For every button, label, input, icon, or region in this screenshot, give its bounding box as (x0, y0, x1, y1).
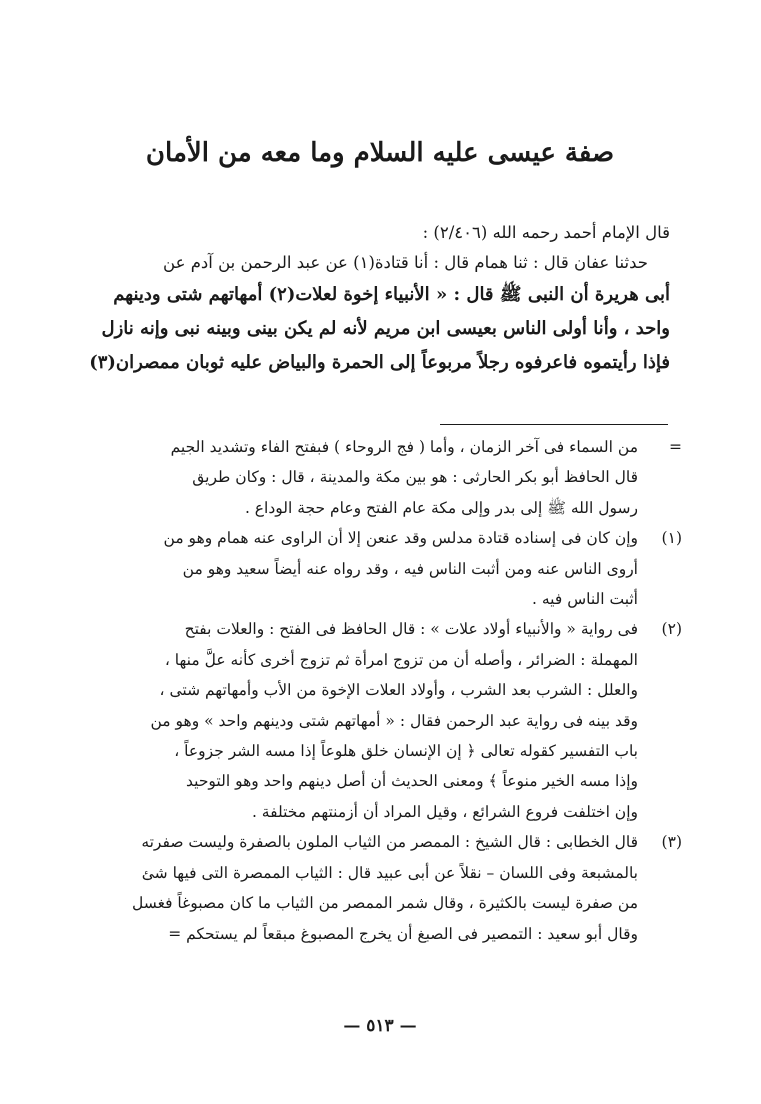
hadith-line: واحد ، وأنا أولى الناس بعيسى ابن مريم لأنه لم يكن بينى وبينه نبى وإنه نازل (101, 318, 670, 339)
footnote-line: وقد بينه فى رواية عبد الرحمن فقال : « أمهاتهم شتى ودينهم واحد » وهو من (150, 711, 638, 730)
footnote-line: باب التفسير كقوله تعالى ﴿ إن الإنسان خلق هلوعاً إذا مسه الشر جزوعاً ، (174, 742, 638, 761)
footnote-marker: (١) (661, 529, 682, 548)
footnote-line: المهملة : الضرائر ، وأصله أن من تزوج امرأة ثم تزوج أخرى كأنه علَّ منها ، (164, 650, 638, 669)
footnote-marker: = (669, 438, 682, 456)
footnote-3 (88, 827, 682, 949)
footnote-line: أروى الناس عنه ومن أثبت الناس فيه ، وقد رواه عنه أيضاً سعيد وهو من (182, 559, 638, 578)
footnotes (88, 432, 682, 949)
footnote-marker: (٣) (661, 833, 682, 852)
footnote-marker: (٢) (661, 620, 682, 639)
footnote-line: رسول الله ﷺ إلى بدر وإلى مكة عام الفتح وعام حجة الوداع . (244, 498, 638, 517)
page-number: — ٥١٣ — (343, 1016, 417, 1036)
footnote-divider (440, 424, 668, 425)
hadith-line: فإذا رأيتموه فاعرفوه رجلاً مربوعاً إلى الحمرة والبياض عليه ثوبان ممصران(٣) (89, 352, 670, 373)
footnote-1 (88, 523, 682, 614)
footnote-line: وإذا مسه الخير منوعاً ﴾ ومعنى الحديث أن أصل دينهم واحد وهو التوحيد (186, 772, 638, 791)
hadith-line: أبى هريرة أن النبى ﷺ قال : « الأنبياء إخوة لعلات(٢) أمهاتهم شتى ودينهم (113, 284, 670, 305)
footnote-2 (88, 614, 682, 827)
footnote-line: فى رواية « والأنبياء أولاد علات » : قال الحافظ فى الفتح : والعلات بفتح (184, 620, 638, 639)
footnote-line: وإن اختلفت فروع الشرائع ، وقيل المراد أن أزمنتهم مختلفة . (251, 802, 638, 821)
footnote-line: قال الحافظ أبو بكر الحارثى : هو بين مكة والمدينة ، قال : وكان طريق (192, 468, 638, 487)
isnad-line: حدثنا عفان قال : ثنا همام قال : أنا قتادة(١) عن عبد الرحمن بن آدم عن (163, 253, 648, 272)
footnote-line: من صفرة ليست بالكثيرة ، وقال شمر الممصر من الثياب ما كان مصبوغاً فغسل (132, 894, 638, 913)
footnote-line: وإن كان فى إسناده قتادة مدلس وقد عنعن إلا أن الراوى عنه همام وهو من (163, 529, 638, 548)
footnote-line: من السماء فى آخر الزمان ، وأما ( فج الروحاء ) فبفتح الفاء وتشديد الجيم (170, 438, 638, 456)
footnote-line: وقال أبو سعيد : التمصير فى الصبغ أن يخرج المصبوغ مبقعاً لم يستحكم = (168, 924, 638, 943)
footnote-line: أثبت الناس فيه . (532, 590, 638, 609)
chapter-title: صفة عيسى عليه السلام وما معه من الأمان (145, 138, 615, 168)
footnote-continuation (88, 432, 682, 523)
footnote-line: بالمشبعة وفى اللسان – نقلاً عن أبى عبيد قال : الثياب الممصرة التى فيها شئ (141, 863, 638, 882)
footnote-line: والعلل : الشرب بعد الشرب ، وأولاد العلات الإخوة من الأب وأمهاتهم شتى ، (159, 681, 638, 700)
footnote-line: قال الخطابى : قال الشيخ : الممصر من الثياب الملون بالصفرة وليست صفرته (141, 833, 638, 852)
narration-intro-line: قال الإمام أحمد رحمه الله (٢/٤٠٦) : (422, 223, 670, 242)
main-text (89, 218, 670, 380)
